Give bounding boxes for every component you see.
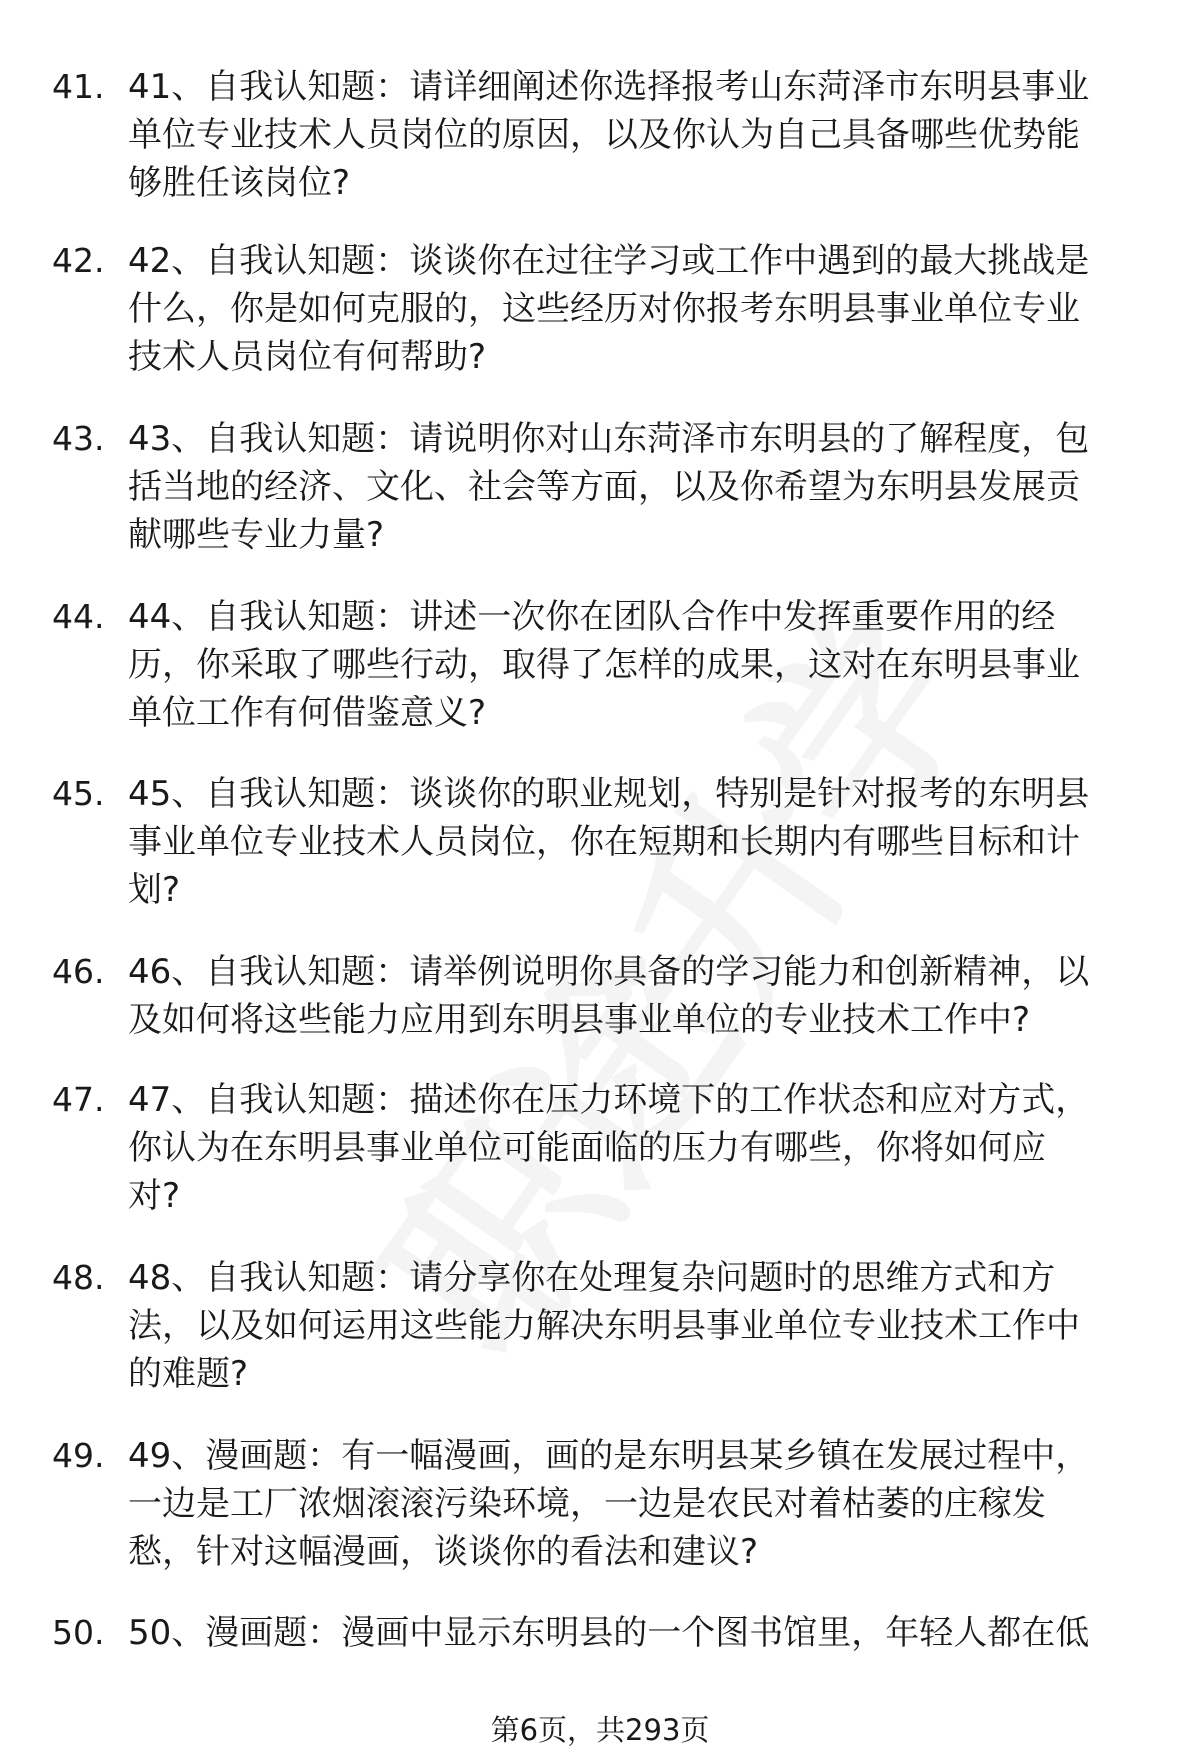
question-line: 单位工作有何借鉴意义? <box>128 693 487 733</box>
question-number: 48. <box>52 1258 105 1297</box>
question-line: 42、自我认知题：谈谈你在过往学习或工作中遇到的最大挑战是 <box>128 241 1090 281</box>
question-line: 47、自我认知题：描述你在压力环境下的工作状态和应对方式， <box>128 1080 1090 1120</box>
question-line: 44、自我认知题：讲述一次你在团队合作中发挥重要作用的经 <box>128 597 1056 637</box>
question-line: 一边是工厂浓烟滚滚污染环境，一边是农民对着枯萎的庄稼发 <box>128 1484 1046 1524</box>
page-footer: 第6页，共293页 <box>490 1713 710 1747</box>
question-line: 46、自我认知题：请举例说明你具备的学习能力和创新精神，以 <box>128 952 1090 992</box>
question-line: 够胜任该岗位? <box>128 163 351 203</box>
question-text <box>128 948 1148 1044</box>
question-line: 技术人员岗位有何帮助? <box>128 337 487 377</box>
question-number: 43. <box>52 419 105 458</box>
question-text <box>128 1076 1148 1220</box>
question-number: 49. <box>52 1436 105 1475</box>
question-number: 44. <box>52 597 105 636</box>
question-number: 50. <box>52 1613 105 1652</box>
question-line: 法，以及如何运用这些能力解决东明县事业单位专业技术工作中 <box>128 1306 1080 1346</box>
question-text <box>128 593 1148 737</box>
question-line: 45、自我认知题：谈谈你的职业规划，特别是针对报考的东明县 <box>128 774 1090 814</box>
question-line: 历，你采取了哪些行动，取得了怎样的成果，这对在东明县事业 <box>128 645 1080 685</box>
question-line: 43、自我认知题：请说明你对山东菏泽市东明县的了解程度，包 <box>128 419 1090 459</box>
question-line: 献哪些专业力量? <box>128 515 385 555</box>
question-number: 41. <box>52 67 105 106</box>
question-text <box>128 1254 1148 1398</box>
question-number: 47. <box>52 1080 105 1119</box>
question-text <box>128 415 1148 559</box>
question-text <box>128 770 1148 914</box>
question-line: 48、自我认知题：请分享你在处理复杂问题时的思维方式和方 <box>128 1258 1056 1298</box>
question-line: 49、漫画题：有一幅漫画，画的是东明县某乡镇在发展过程中， <box>128 1436 1090 1476</box>
question-text <box>128 237 1148 381</box>
question-line: 41、自我认知题：请详细阐述你选择报考山东菏泽市东明县事业 <box>128 67 1090 107</box>
question-number: 45. <box>52 774 105 813</box>
question-text <box>128 1432 1148 1576</box>
question-line: 的难题? <box>128 1354 249 1394</box>
question-line: 括当地的经济、文化、社会等方面，以及你希望为东明县发展贡 <box>128 467 1080 507</box>
question-line: 对? <box>128 1176 181 1216</box>
question-line: 单位专业技术人员岗位的原因，以及你认为自己具备哪些优势能 <box>128 115 1080 155</box>
question-line: 50、漫画题：漫画中显示东明县的一个图书馆里，年轻人都在低 <box>128 1613 1090 1653</box>
question-line: 划? <box>128 870 181 910</box>
question-line: 愁，针对这幅漫画，谈谈你的看法和建议? <box>128 1532 759 1572</box>
question-number: 42. <box>52 241 105 280</box>
question-line: 事业单位专业技术人员岗位，你在短期和长期内有哪些目标和计 <box>128 822 1080 862</box>
question-text <box>128 1609 1148 1657</box>
question-text <box>128 63 1148 207</box>
question-line: 及如何将这些能力应用到东明县事业单位的专业技术工作中? <box>128 1000 1031 1040</box>
question-line: 你认为在东明县事业单位可能面临的压力有哪些，你将如何应 <box>128 1128 1046 1168</box>
question-line: 什么，你是如何克服的，这些经历对你报考东明县事业单位专业 <box>128 289 1080 329</box>
question-number: 46. <box>52 952 105 991</box>
